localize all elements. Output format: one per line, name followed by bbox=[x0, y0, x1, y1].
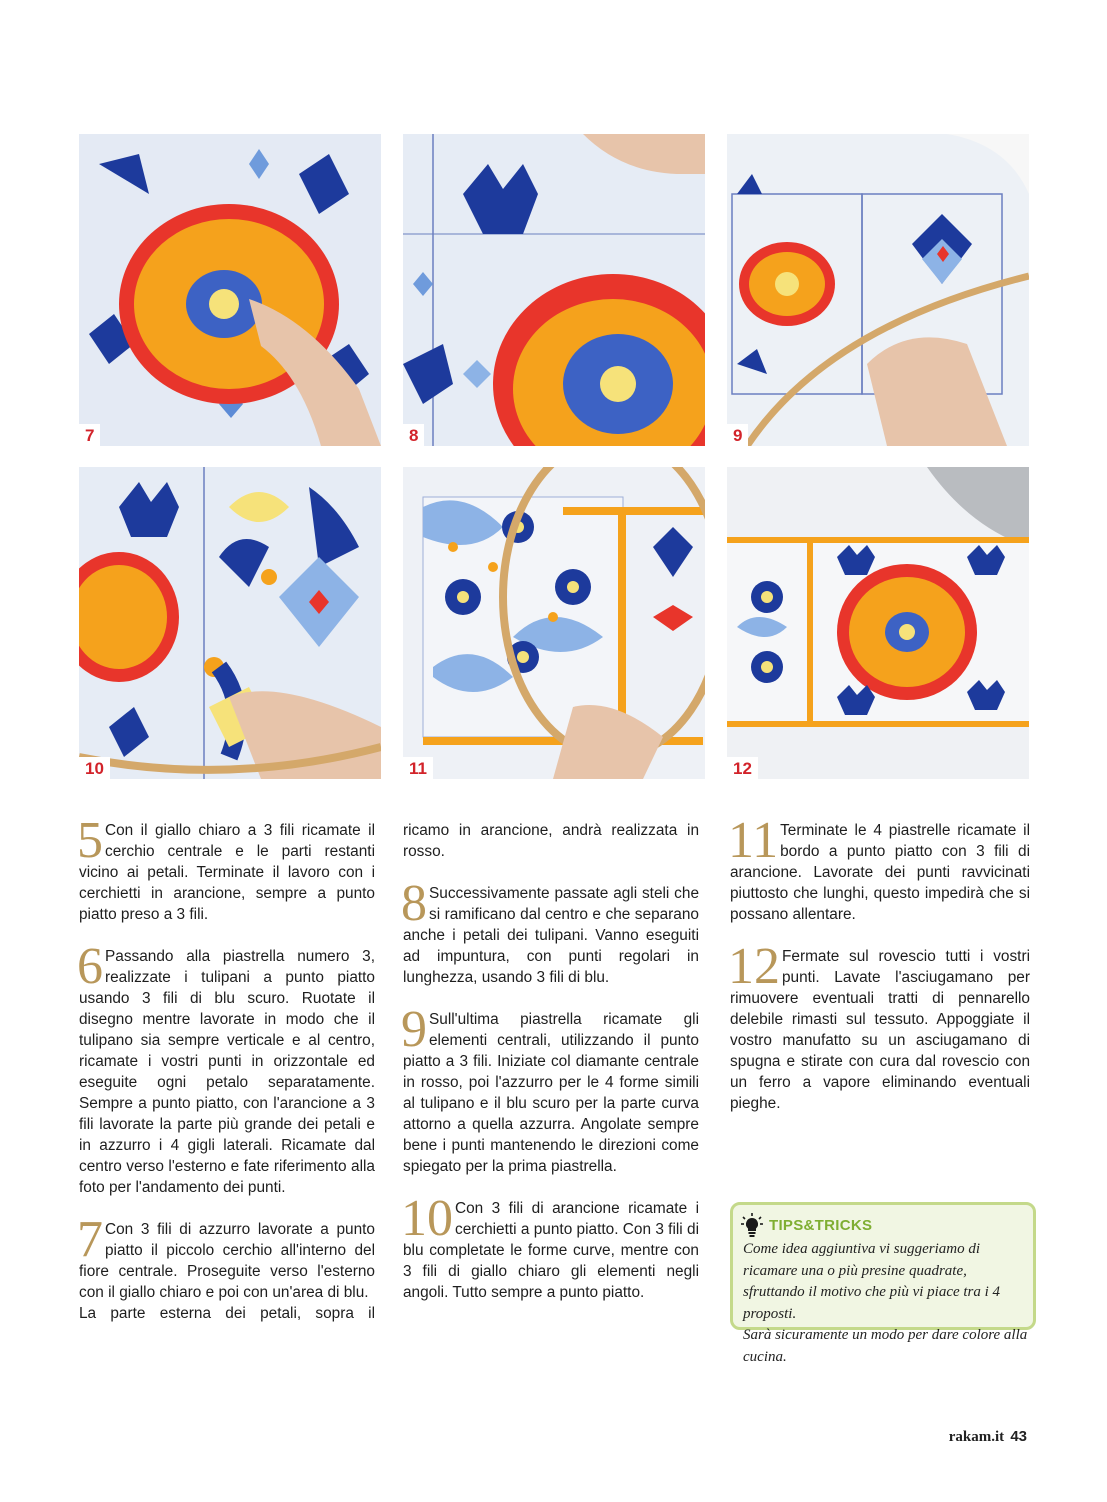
photo-number: 11 bbox=[403, 757, 433, 779]
step-9 bbox=[401, 1001, 699, 1177]
embroidery-photo-12 bbox=[727, 467, 1029, 779]
step-number: 5 bbox=[77, 812, 103, 869]
step-number: 7 bbox=[77, 1211, 103, 1268]
text-column-1 bbox=[77, 812, 375, 1324]
step-text: Fermate sul rovescio tutti i vostri punti. Lavate l'asciugamano per rimuovere eventuali tratti di pennarello delebile rimasti sul tessuto. Appoggiate il vostro manufatto su un asciugamano di spugna e stirate con cura dal rovescio con un ferro a vapore eliminando eventuali pieghe. bbox=[730, 948, 1030, 1112]
text-column-2 bbox=[403, 820, 699, 1303]
step-number: 6 bbox=[77, 938, 103, 995]
photo-step-7 bbox=[79, 134, 381, 446]
photo-number: 8 bbox=[403, 424, 424, 446]
step-number: 11 bbox=[728, 812, 779, 869]
step-6 bbox=[77, 938, 375, 1198]
embroidery-photo-8 bbox=[403, 134, 705, 446]
step-7-continued: ricamo in arancione, andrà realizzata in rosso. bbox=[403, 822, 699, 860]
step-11 bbox=[728, 812, 1030, 925]
embroidery-photo-9 bbox=[727, 134, 1029, 446]
tips-box bbox=[730, 1202, 1036, 1365]
tips-text-1: Come idea aggiuntiva vi suggeriamo di ricamare una o più presine quadrate, sfruttando il motivo che più vi piace tra i 4 proposti. bbox=[743, 1241, 1001, 1322]
step-7-continued-start: La parte esterna dei petali, sopra il bbox=[79, 1305, 375, 1322]
photo-number: 10 bbox=[79, 757, 110, 779]
step-number: 10 bbox=[401, 1190, 453, 1247]
step-text: Successivamente passate agli steli che si ramificano dal centro e che separano anche i petali dei tulipani. Vanno eseguiti ad impuntura, con punti regolari in lunghezza, usando 3 fili di blu. bbox=[403, 885, 699, 986]
step-12 bbox=[728, 938, 1030, 1114]
step-text: Con il giallo chiaro a 3 fili ricamate il cerchio centrale e le parti restanti vicino ai petali. Terminate il lavoro con i cerchietti in arancione, sempre a punto piatto preso a 3 fili. bbox=[79, 822, 375, 923]
page-folio bbox=[949, 1428, 1027, 1446]
photo-step-9 bbox=[727, 134, 1029, 446]
step-number: 8 bbox=[401, 875, 427, 932]
photo-number: 7 bbox=[79, 424, 100, 446]
embroidery-photo-7 bbox=[79, 134, 381, 446]
step-text: Con 3 fili di azzurro lavorate a punto piatto il piccolo cerchio all'interno del fiore centrale. Proseguite verso l'esterno con il giallo chiaro e poi con un'area di blu. bbox=[79, 1221, 375, 1301]
step-text: Terminate le 4 piastrelle ricamate il bordo a punto piatto con 3 fili di arancione. Lavorate dei punti ravvicinati piuttosto che lunghi, questo impedirà che si possano allentare. bbox=[730, 822, 1030, 923]
photo-step-8 bbox=[403, 134, 705, 446]
step-number: 12 bbox=[728, 938, 780, 995]
lightbulb-icon bbox=[741, 1213, 763, 1237]
tips-text-2: Sarà sicuramente un modo per dare colore alla cucina. bbox=[743, 1327, 1028, 1365]
photo-number: 9 bbox=[727, 424, 748, 446]
step-8 bbox=[401, 875, 699, 988]
page-number: 43 bbox=[1010, 1428, 1027, 1445]
step-number: 9 bbox=[401, 1001, 427, 1058]
tips-header bbox=[741, 1213, 872, 1237]
embroidery-photo-11 bbox=[403, 467, 705, 779]
step-5 bbox=[77, 812, 375, 925]
tips-body bbox=[743, 1239, 1028, 1368]
photo-step-11 bbox=[403, 467, 705, 779]
step-10 bbox=[401, 1190, 699, 1303]
step-text: Sull'ultima piastrella ricamate gli elementi centrali, utilizzando il punto piatto a 3 fili. Iniziate col diamante centrale in rosso, poi l'azzurro per le 4 forme simili al tulipano e il blu scuro per la parte curva attorno a quella azzurra. Angolate sempre bene i punti mantenendo le direzioni come spiegato per la prima piastrella. bbox=[403, 1011, 699, 1175]
text-column-3 bbox=[728, 812, 1030, 1135]
photo-step-10 bbox=[79, 467, 381, 779]
tips-title: TIPS&TRICKS bbox=[769, 1216, 873, 1234]
step-text: Con 3 fili di arancione ricamate i cerchietti a punto piatto. Con 3 fili di blu completate le forme curve, mentre con 3 fili di giallo chiaro gli elementi negli angoli. Tutto sempre a punto piatto. bbox=[403, 1200, 699, 1301]
photo-number: 12 bbox=[727, 757, 758, 779]
embroidery-photo-10 bbox=[79, 467, 381, 779]
step-text: Passando alla piastrella numero 3, realizzate i tulipani a punto piatto usando 3 fili di blu scuro. Ruotate il disegno mentre lavorate in modo che il tulipano sia sempre verticale e al centro, ricamate i vostri punti in orizzontale ed eseguite ogni petalo separatamente. Sempre a punto piatto, con l'arancione a 3 fili lavorate la parte più grande dei petali e in azzurro i 4 gigli laterali. Ricamate dal centro verso l'esterno e fate riferimento alla foto per l'andamento dei punti. bbox=[79, 948, 375, 1196]
photo-step-12 bbox=[727, 467, 1029, 779]
site-name: rakam.it bbox=[948, 1429, 1005, 1445]
step-7 bbox=[77, 1211, 375, 1303]
